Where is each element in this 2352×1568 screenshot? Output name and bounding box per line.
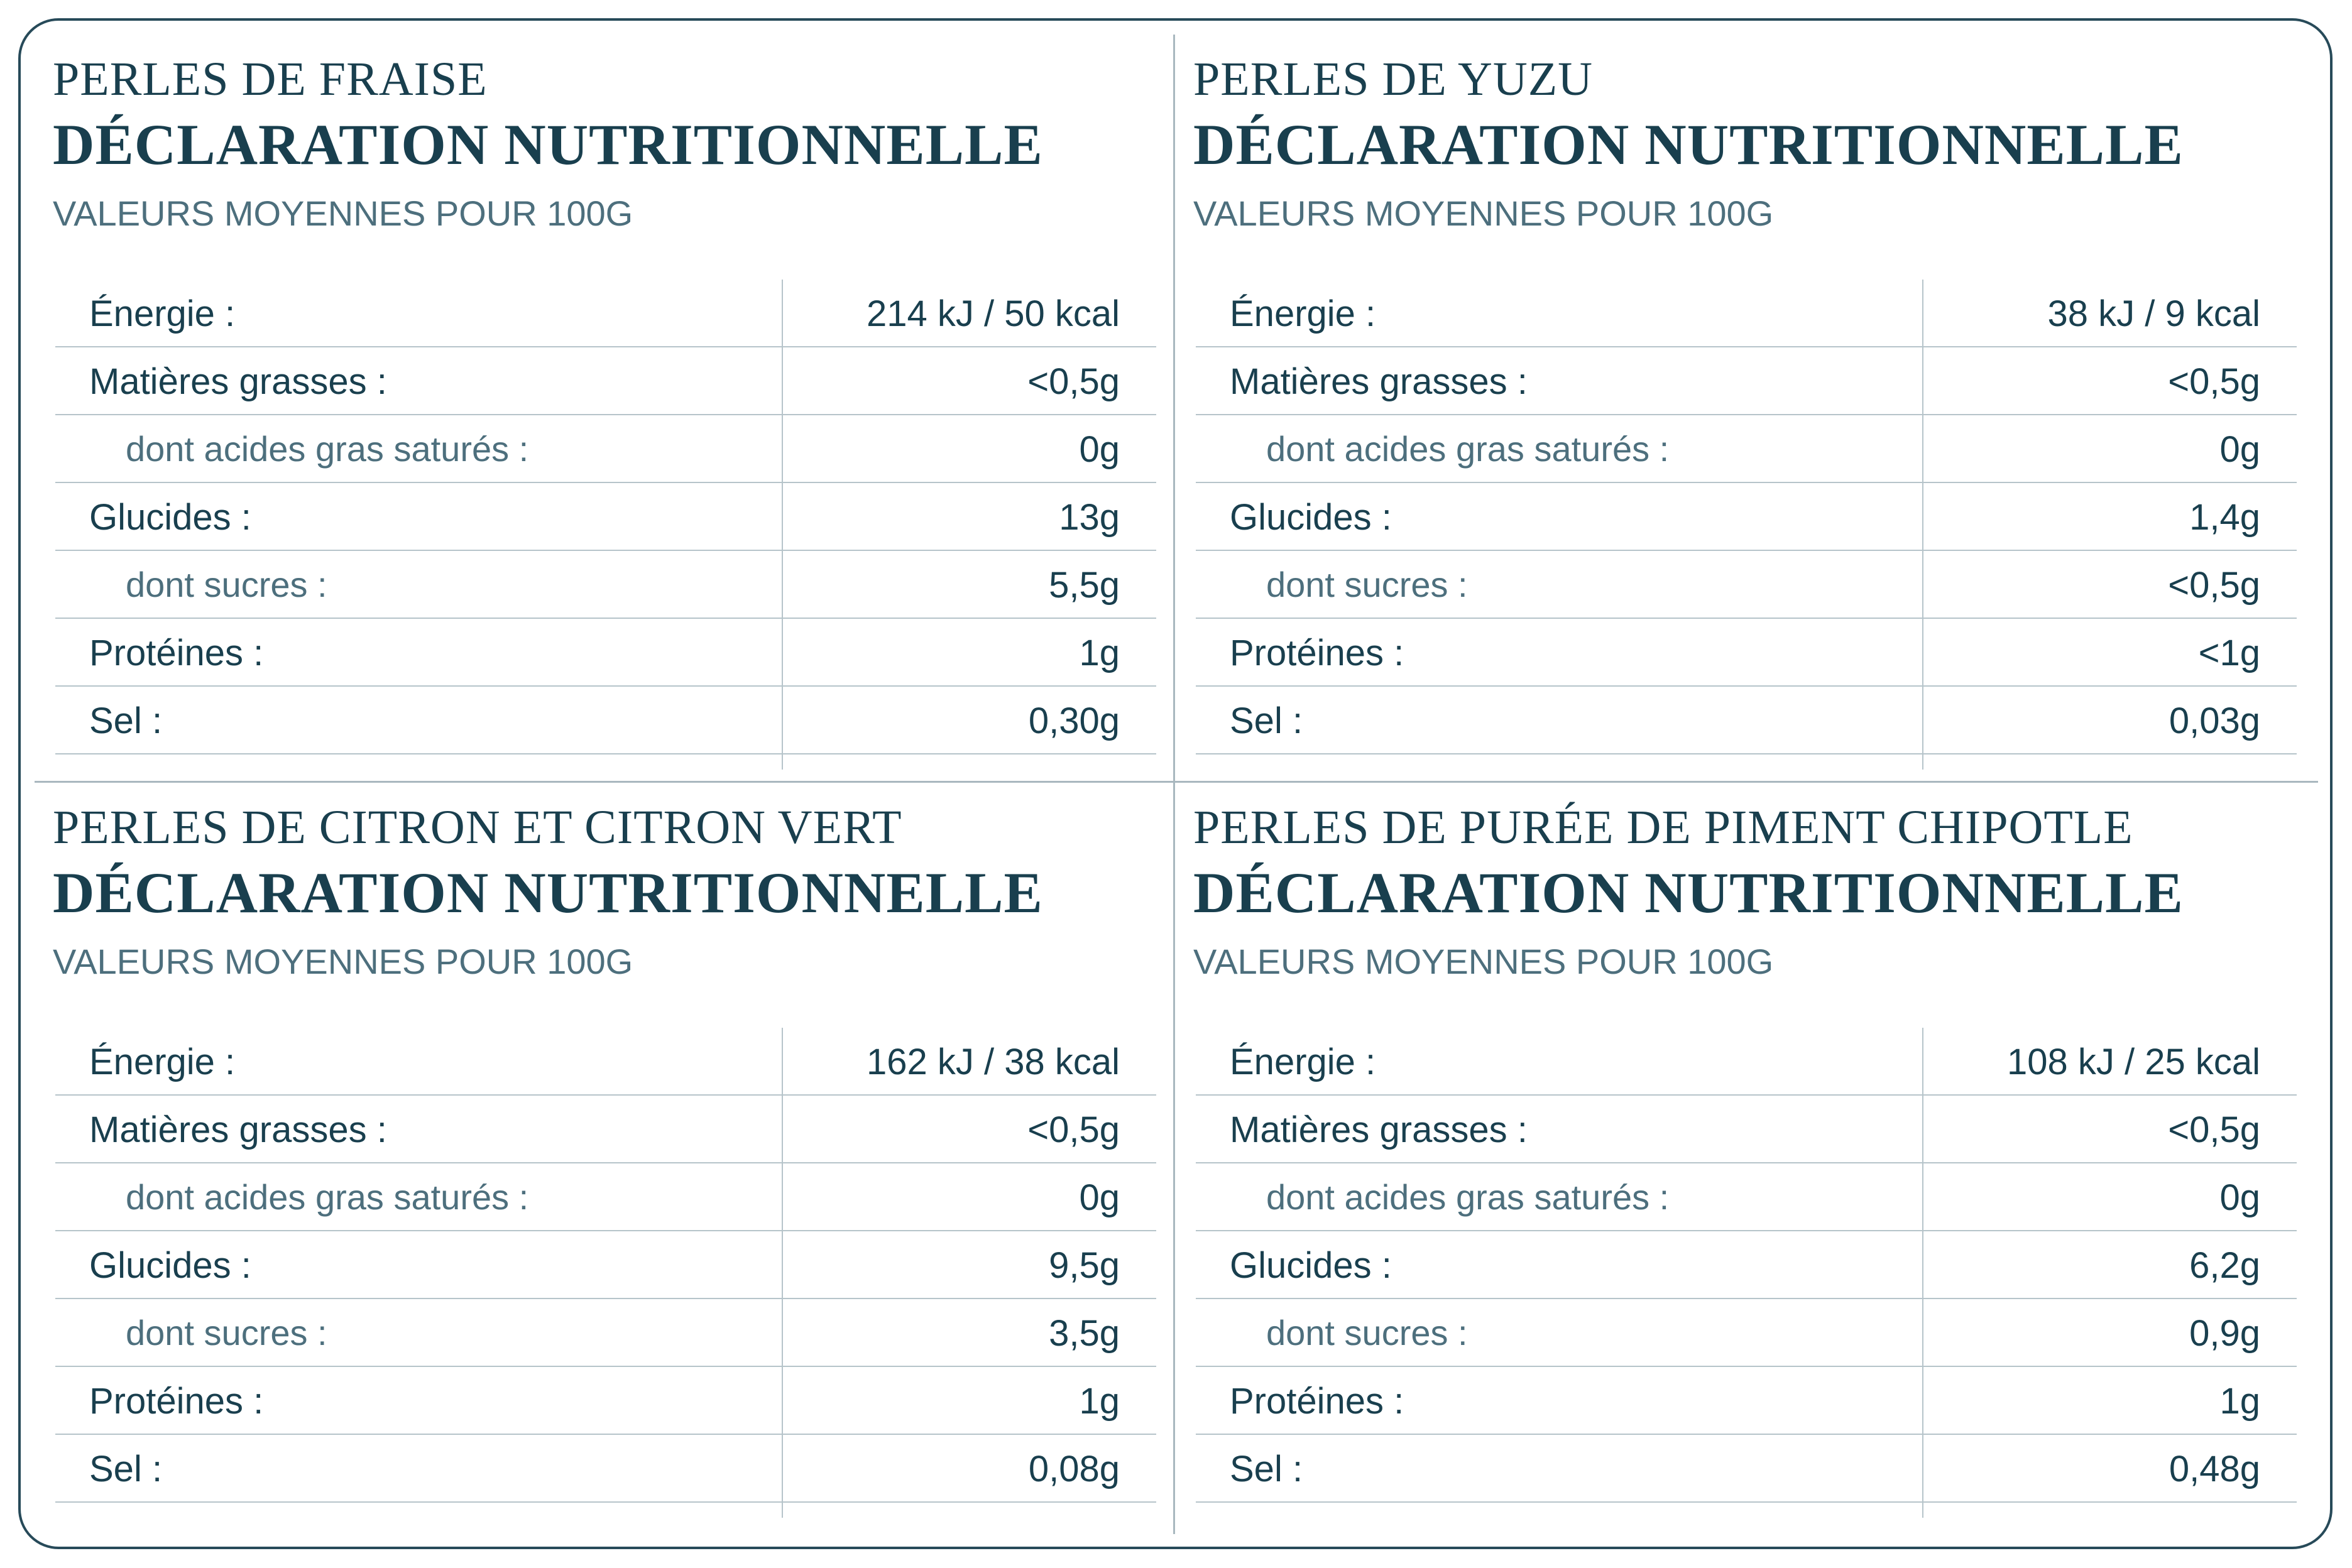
- nutrition-row-acides-gras-satures: [1196, 415, 2297, 483]
- row-label: Protéines :: [1230, 633, 1404, 673]
- row-value: 3,5g: [1049, 1313, 1120, 1354]
- values-subtitle: VALEURS MOYENNES POUR 100G: [53, 942, 633, 981]
- row-value: 5,5g: [1049, 565, 1120, 606]
- row-label: dont acides gras saturés :: [126, 1177, 529, 1217]
- row-value: <0,5g: [2168, 1109, 2260, 1150]
- row-value: <0,5g: [2168, 361, 2260, 402]
- row-value: 1,4g: [2189, 497, 2260, 538]
- row-label: dont sucres :: [1266, 1313, 1468, 1353]
- row-value: 0g: [1079, 1177, 1120, 1218]
- product-name: PERLES DE CITRON ET CITRON VERT: [53, 801, 902, 854]
- nutrition-row-energie: [55, 1028, 1156, 1096]
- row-value: 0,03g: [2169, 700, 2260, 741]
- nutrition-row-matieres-grasses: [1196, 347, 2297, 415]
- row-label: Sel :: [89, 1449, 163, 1489]
- nutrition-row-energie: [1196, 1028, 2297, 1096]
- nutrition-row-proteines: [55, 1367, 1156, 1435]
- nutrition-row-glucides: [1196, 1231, 2297, 1299]
- row-label: Glucides :: [1230, 1245, 1392, 1286]
- nutrition-row-proteines: [1196, 619, 2297, 687]
- values-subtitle: VALEURS MOYENNES POUR 100G: [53, 193, 633, 233]
- row-value: 0,9g: [2189, 1313, 2260, 1354]
- horizontal-divider: [35, 781, 2318, 783]
- row-value: 0g: [2219, 429, 2260, 470]
- row-value: <1g: [2198, 633, 2260, 673]
- row-label: Protéines :: [1230, 1381, 1404, 1422]
- nutrition-row-acides-gras-satures: [55, 415, 1156, 483]
- nutrition-row-sucres: [1196, 1299, 2297, 1367]
- row-label: dont sucres :: [126, 565, 327, 604]
- nutrition-table: [1196, 1028, 2297, 1518]
- row-value: 108 kJ / 25 kcal: [2007, 1042, 2260, 1082]
- row-value: 38 kJ / 9 kcal: [2047, 293, 2260, 334]
- declaration-title: DÉCLARATION NUTRITIONNELLE: [53, 861, 1043, 925]
- panel-citron: [53, 798, 1159, 1521]
- product-name: PERLES DE PURÉE DE PIMENT CHIPOTLE: [1193, 801, 2133, 854]
- row-value: 13g: [1059, 497, 1120, 538]
- nutrition-row-proteines: [55, 619, 1156, 687]
- row-label: dont acides gras saturés :: [126, 429, 529, 469]
- nutrition-row-sucres: [55, 1299, 1156, 1367]
- row-value: 1g: [1079, 633, 1120, 673]
- panel-fraise: [53, 50, 1159, 773]
- nutrition-row-glucides: [55, 483, 1156, 551]
- row-value: 0g: [1079, 429, 1120, 470]
- nutrition-row-sucres: [55, 551, 1156, 619]
- nutrition-row-acides-gras-satures: [1196, 1163, 2297, 1231]
- nutrition-row-matieres-grasses: [1196, 1096, 2297, 1163]
- row-value: 214 kJ / 50 kcal: [867, 293, 1120, 334]
- nutrition-row-energie: [1196, 280, 2297, 347]
- row-value: 6,2g: [2189, 1245, 2260, 1286]
- nutrition-row-sel: [55, 1435, 1156, 1503]
- nutrition-row-sel: [55, 687, 1156, 754]
- row-label: dont sucres :: [126, 1313, 327, 1353]
- row-label: dont acides gras saturés :: [1266, 429, 1670, 469]
- nutrition-row-glucides: [55, 1231, 1156, 1299]
- panel-chipotle: [1193, 798, 2299, 1521]
- row-value: 1g: [2219, 1381, 2260, 1422]
- row-label: Matières grasses :: [89, 361, 387, 402]
- nutrition-row-sel: [1196, 687, 2297, 754]
- row-label: Glucides :: [1230, 497, 1392, 538]
- nutrition-row-sel: [1196, 1435, 2297, 1503]
- row-label: Énergie :: [89, 293, 236, 334]
- row-label: Glucides :: [89, 497, 251, 538]
- values-subtitle: VALEURS MOYENNES POUR 100G: [1193, 193, 1774, 233]
- row-value: 0,30g: [1028, 700, 1120, 741]
- values-subtitle: VALEURS MOYENNES POUR 100G: [1193, 942, 1774, 981]
- row-label: Matières grasses :: [1230, 1109, 1528, 1150]
- row-label: Matières grasses :: [89, 1109, 387, 1150]
- row-value: <0,5g: [2168, 565, 2260, 606]
- row-label: Sel :: [1230, 1449, 1303, 1489]
- nutrition-row-sucres: [1196, 551, 2297, 619]
- row-label: Protéines :: [89, 633, 264, 673]
- row-label: Glucides :: [89, 1245, 251, 1286]
- nutrition-table: [1196, 280, 2297, 770]
- nutrition-row-acides-gras-satures: [55, 1163, 1156, 1231]
- product-name: PERLES DE YUZU: [1193, 53, 1594, 106]
- nutrition-row-energie: [55, 280, 1156, 347]
- row-value: 9,5g: [1049, 1245, 1120, 1286]
- row-value: 1g: [1079, 1381, 1120, 1422]
- nutrition-row-matieres-grasses: [55, 347, 1156, 415]
- row-label: dont sucres :: [1266, 565, 1468, 604]
- row-label: Énergie :: [1230, 293, 1376, 334]
- product-name: PERLES DE FRAISE: [53, 53, 488, 106]
- nutrition-row-matieres-grasses: [55, 1096, 1156, 1163]
- panel-yuzu: [1193, 50, 2299, 773]
- declaration-title: DÉCLARATION NUTRITIONNELLE: [1193, 861, 2184, 925]
- vertical-divider: [1173, 35, 1175, 1534]
- declaration-title: DÉCLARATION NUTRITIONNELLE: [1193, 112, 2184, 177]
- row-label: Énergie :: [89, 1042, 236, 1082]
- row-value: 0g: [2219, 1177, 2260, 1218]
- nutrition-table: [55, 280, 1156, 770]
- declaration-title: DÉCLARATION NUTRITIONNELLE: [53, 112, 1043, 177]
- row-label: Sel :: [1230, 700, 1303, 741]
- nutrition-row-proteines: [1196, 1367, 2297, 1435]
- row-value: <0,5g: [1027, 361, 1120, 402]
- row-label: Matières grasses :: [1230, 361, 1528, 402]
- row-label: Énergie :: [1230, 1042, 1376, 1082]
- nutrition-row-glucides: [1196, 483, 2297, 551]
- nutrition-table: [55, 1028, 1156, 1518]
- row-label: dont acides gras saturés :: [1266, 1177, 1670, 1217]
- row-label: Protéines :: [89, 1381, 264, 1422]
- row-value: <0,5g: [1027, 1109, 1120, 1150]
- row-label: Sel :: [89, 700, 163, 741]
- row-value: 0,48g: [2169, 1449, 2260, 1489]
- row-value: 0,08g: [1028, 1449, 1120, 1489]
- row-value: 162 kJ / 38 kcal: [867, 1042, 1120, 1082]
